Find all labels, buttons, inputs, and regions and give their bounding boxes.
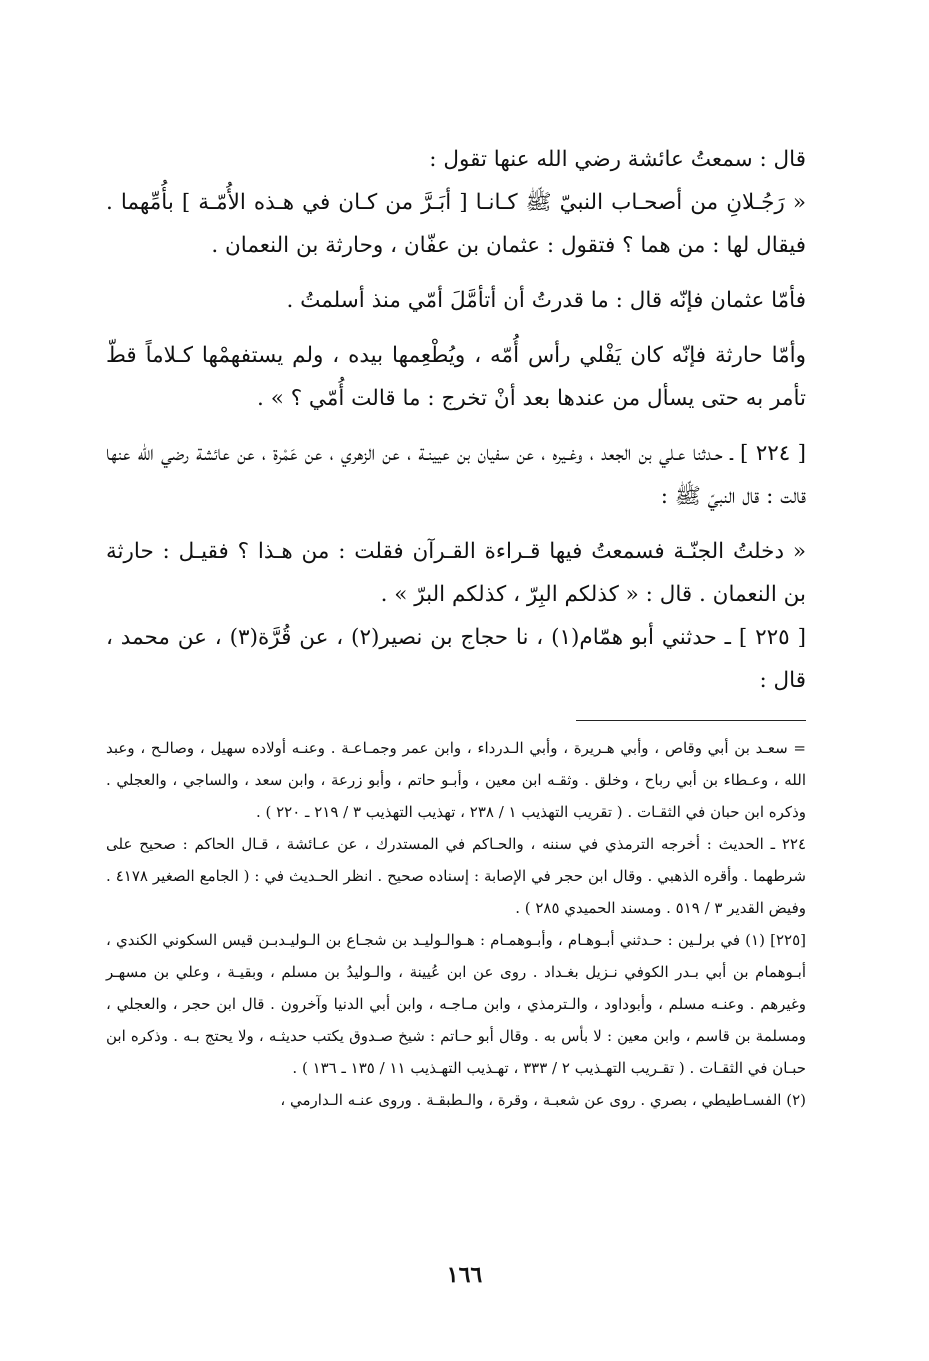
main-text bbox=[106, 138, 806, 702]
page-number: ١٦٦ bbox=[446, 1262, 483, 1288]
hadith-quote: « رَجُـلانِ من أصحـاب النبيّ ﷺ كـانـا [ أبَـرَّ من كـان في هـذه الأُمّـة ] بأُمِّهما . فيقال لها : من هما ؟ فتقول : عثمان بن عفّان ، وحارثة بن النعمان . bbox=[106, 190, 806, 258]
hadith-224-text: « دخلتُ الجنّـة فسمعتُ فيها قـراءة القـرآن فقلت : من هـذا ؟ فقيـل : حارثة بن النعمان . قال : « كذلكم البِرّ ، كذلكم البرّ » . bbox=[106, 539, 806, 607]
footnote-separator bbox=[576, 720, 806, 721]
footnote-225-2: (٢) الفسـاطيطي ، بصري . روى عن شعبـة ، وقرة ، والـطبقـة . وروى عنـه الـدارمي ، bbox=[280, 1091, 806, 1109]
uthman-paragraph: فأمّا عثمان فإنّه قال : ما قدرتُ أن أتأمَّلَ أمّي منذ أسلمتُ . bbox=[286, 288, 806, 313]
footnote-224: ٢٢٤ ـ الحديث : أخرجه الترمذي في سننه ، والحـاكم في المستدرك ، عن عـائشة ، قـال الحاكم : صحيح على شرطهما . وأقره الذهبي . وقال ابن حجر في الإصابة : إسناده صحيح . انظر الحـديث في : ( الجامع الصغير ٤١٧٨ . وفيض القدير ٣ / ٥١٩ . ومسند الحميدي ٢٨٥ ) . bbox=[106, 835, 806, 917]
footnote-225-1: [٢٢٥] (١) في برلـين : حـدثني أبـوهـام ، وأبـوهمـام : هـوالـوليـد بن شجـاع بن الـوليـدبـن قيس السكوني الكندي ، أبـوهمام بن أبي بـدر الكوفي نـزيل بغـداد . روى عن ابن عُيينة ، والـوليدُ بن مسلم ، وبقيـة ، وعلي بن مسهـر وغيرهم . وعنـه مسلم ، وأبوداود ، والـترمذي ، وابن مـاجـه ، وابن أبي الدنيا وآخرون . قال ابن حجر ، والعجلي ، ومسلمة بن قاسم ، وابن معين : لا بأس به . وقال أبو حـاتم : شيخ صـدوق يكتب حديثـه ، ولا يحتج بـه . وذكره ابن حبـان في الثقـات . ( تقـريب التهـذيب ٢ / ٣٣٣ ، تهـذيب التهـذيب ١١ / ١٣٥ ـ ١٣٦ ) . bbox=[106, 931, 806, 1077]
hadith-225-isnad: [ ٢٢٥ ] ـ حدثني أبو همّام(١) ، نا حجاج بن نصير(٢) ، عن قُرَّة(٣) ، عن محمد ، قال : bbox=[106, 625, 806, 693]
narration-intro: قال : سمعتُ عائشة رضي الله عنها تقول : bbox=[429, 147, 806, 172]
footnote-continuation: = سعـد بن أبي وقاص ، وأبي هـريرة ، وأبي الـدرداء ، وابن عمر وجمـاعـة . وعنـه أولاده سهيل ، وصالـح ، وعبد الله ، وعـطاء بن أبي رباح ، وخلق . وثقـه ابن معين ، وأبـو حاتم ، وأبو زرعة ، وابن سعد ، والساجي ، والعجلي . وذكره ابن حبان في الثقـات . ( تقريب التهذيب ١ / ٢٣٨ ، تهذيب التهذيب ٣ / ٢١٩ ـ ٢٢٠ ) . bbox=[106, 739, 806, 821]
haritha-paragraph: وأمّا حارثة فإنّه كان يَفْلي رأس أُمّه ، ويُطْعِمها بيده ، ولم يستفهمْها كـلاماً قطّ تأمر به حتى يسأل من عندها بعد أنْ تخرج : ما قالت أُمّي ؟ » . bbox=[106, 343, 806, 411]
hadith-224-isnad: [ ٢٢٤ ] ـ حـدثنا عـلي بن الجعد ، وغـيره ، عن سفيان بن عيينـة ، عن الزهري ، عن عَمْرة ، عن عائشة رضي الله عنها قالت : قال النبيّ ﷺ : bbox=[106, 441, 806, 509]
footnotes bbox=[106, 732, 806, 1116]
